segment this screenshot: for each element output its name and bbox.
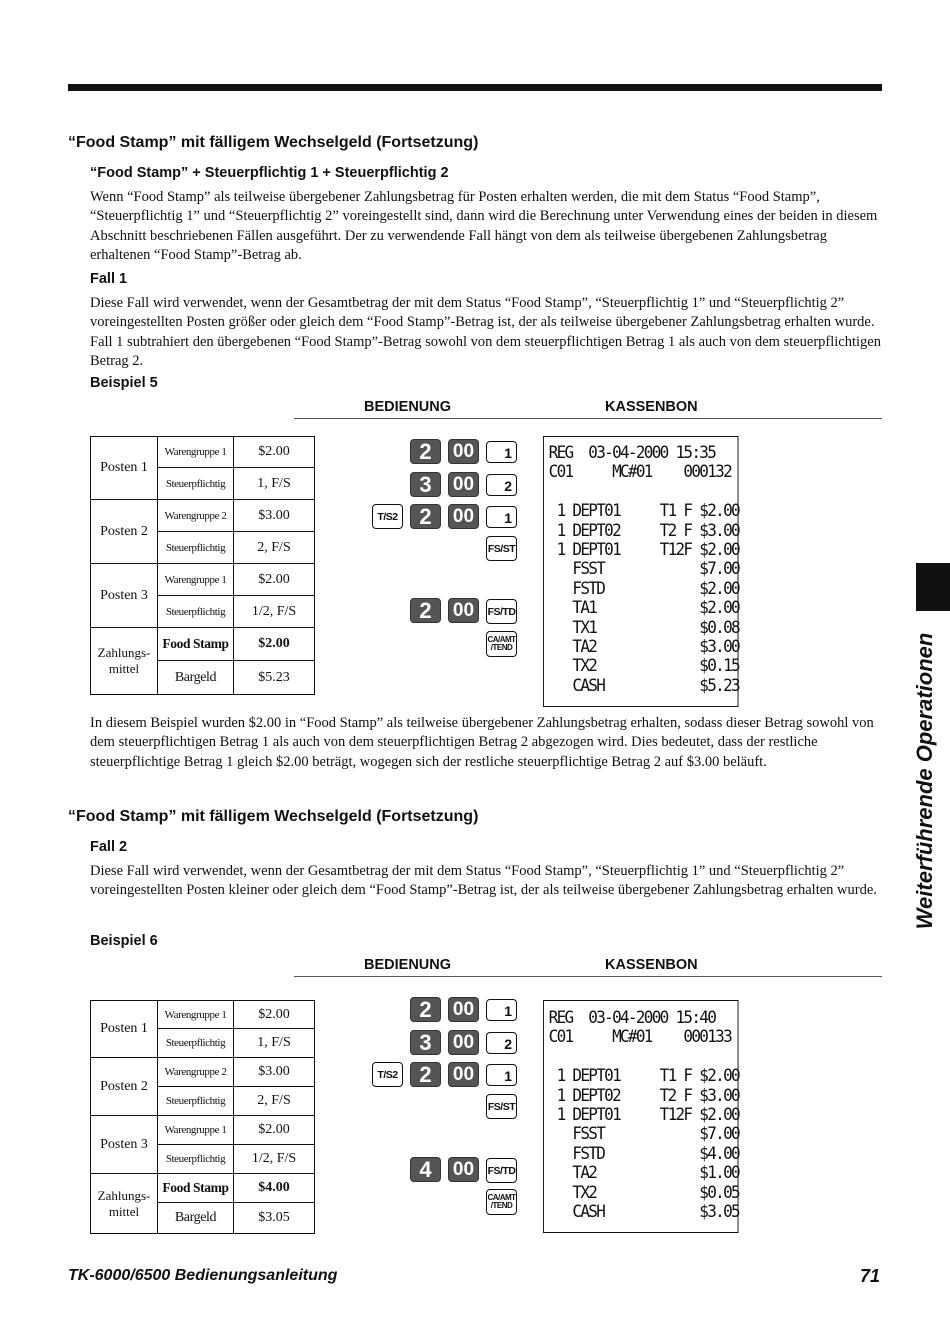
numeric-key: 2	[410, 598, 441, 623]
footer-manual-title: TK-6000/6500 Bedienungsanleitung	[68, 1267, 338, 1284]
beispiel6-title: Beispiel 6	[90, 933, 158, 949]
tax-cell: 1/2, F/S	[234, 596, 315, 628]
fstd-key: FS/TD	[486, 599, 517, 624]
posten-label: Posten 2	[91, 500, 158, 564]
dept-cell: Warengruppe 1	[158, 437, 234, 468]
receipt-example6	[543, 1000, 739, 1233]
receipt-line: 1 DEPT02 T2 F $3.00	[548, 520, 739, 541]
receipt-line: TA2 $1.00	[548, 1163, 739, 1184]
tax-cell: 2, F/S	[234, 1087, 315, 1116]
fall2-title: Fall 2	[90, 839, 128, 855]
food-stamp-label: Food Stamp	[158, 1174, 234, 1203]
price-cell: $2.00	[234, 1116, 315, 1145]
price-cell: $2.00	[234, 1001, 315, 1029]
fall2-paragraph: Diese Fall wird verwendet, wenn der Gesamtbetrag der mit dem Status “Food Stamp”, “Steuerpflichtig 1” und “Steuerpflichtig 2” voreingestellten Posten kleiner oder gleich dem “Food Stamp”-Betrag ist, der als teilweise übergebener Zahlungsbetrag erhalten wurde.	[90, 863, 877, 899]
top-rule	[68, 84, 882, 91]
receipt-line: 1 DEPT01 T1 F $2.00	[548, 501, 739, 522]
dept-key-1: 1	[486, 999, 517, 1021]
example5-item-table	[90, 436, 315, 695]
receipt-line: CASH $3.05	[548, 1201, 739, 1222]
header-rule	[294, 418, 882, 419]
price-cell: $3.00	[234, 500, 315, 532]
receipt-example5	[543, 436, 739, 707]
double-zero-key: 00	[448, 1030, 479, 1055]
receipt-line	[549, 483, 738, 502]
tax-label-cell: Steuerpflichtig	[158, 1029, 234, 1058]
example6-item-table	[90, 1000, 315, 1234]
section-title: “Food Stamp” mit fälligem Wechselgeld (Fortsetzung)	[68, 134, 479, 151]
fsst-key: FS/ST	[486, 536, 517, 561]
receipt-line: 1 DEPT01 T12F $2.00	[548, 539, 739, 560]
dept-cell: Warengruppe 1	[158, 1116, 234, 1145]
header-rule	[294, 976, 882, 977]
receipt-line: 1 DEPT02 T2 F $3.00	[548, 1085, 739, 1106]
tax-label-cell: Steuerpflichtig	[158, 1145, 234, 1174]
food-stamp-label: Food Stamp	[158, 628, 234, 661]
tax-cell: 1, F/S	[234, 1029, 315, 1058]
receipt-line: TA2 $3.00	[548, 636, 739, 657]
double-zero-key: 00	[448, 1157, 479, 1182]
receipt-line: 1 DEPT01 T12F $2.00	[548, 1104, 739, 1125]
bedienung-header: BEDIENUNG	[364, 957, 452, 973]
receipt-line: 1 DEPT01 T1 F $2.00	[548, 1066, 739, 1087]
receipt-line: REG 03-04-2000 15:35	[548, 443, 716, 463]
receipt-line: REG 03-04-2000 15:40	[548, 1008, 716, 1028]
tax-cell: 2, F/S	[234, 532, 315, 564]
tend-label: /TEND	[490, 1201, 513, 1210]
receipt-line: C01 MC#01 000133	[548, 1027, 732, 1048]
ca-amt-tend-key	[486, 631, 517, 657]
side-chapter-label: Weiterführende Operationen	[912, 632, 937, 930]
tax-cell: 1/2, F/S	[234, 1145, 315, 1174]
dept-key-2: 2	[486, 474, 517, 496]
numeric-key: 2	[410, 504, 441, 529]
food-stamp-amount: $2.00	[234, 628, 315, 661]
dept-key-2: 2	[486, 1032, 517, 1054]
page-number: 71	[860, 1266, 881, 1286]
section-title-continued: “Food Stamp” mit fälligem Wechselgeld (Fortsetzung)	[68, 808, 479, 825]
receipt-line: FSST $7.00	[548, 559, 739, 580]
dept-cell: Warengruppe 1	[158, 564, 234, 596]
receipt-line: TA1 $2.00	[548, 598, 739, 619]
ca-amt-label: CA/AMT	[487, 635, 516, 644]
tax-label-cell: Steuerpflichtig	[158, 1087, 234, 1116]
intro-paragraph: Wenn “Food Stamp” als teilweise übergebener Zahlungsbetrag für Posten erhalten werden, die mit dem Status “Food Stamp”, “Steuerpflichtig 1” und “Steuerpflichtig 2” voreingestellt sind, dann wird die Berechnung unter Verwendung eines der beiden in diesem Abschnitt beschriebenen Fällen ausgeführt. Der zu verwendende Fall hängt von dem als teilweise übergebenen Zahlungsbetrag erhaltenen “Food Stamp”-Betrag ab.	[90, 189, 878, 263]
bedienung-header: BEDIENUNG	[364, 399, 452, 415]
bargeld-label: Bargeld	[158, 1203, 234, 1234]
receipt-line	[549, 1048, 738, 1067]
section-tab-marker	[916, 563, 950, 611]
double-zero-key: 00	[448, 598, 479, 623]
tax-label-cell: Steuerpflichtig	[158, 532, 234, 564]
numeric-key: 3	[410, 1030, 441, 1055]
price-cell: $3.00	[234, 1058, 315, 1087]
fall1-title: Fall 1	[90, 271, 128, 287]
ca-amt-label: CA/AMT	[487, 1193, 516, 1202]
numeric-key: 2	[410, 997, 441, 1022]
tax-label-cell: Steuerpflichtig	[158, 468, 234, 500]
double-zero-key: 00	[448, 1062, 479, 1087]
dept-cell: Warengruppe 2	[158, 500, 234, 532]
numeric-key: 4	[410, 1157, 441, 1182]
double-zero-key: 00	[448, 504, 479, 529]
posten-label: Posten 1	[91, 437, 158, 500]
dept-key-1: 1	[486, 441, 517, 463]
receipt-line: TX2 $0.15	[548, 656, 739, 677]
ca-amt-tend-key	[486, 1189, 517, 1215]
dept-key-1: 1	[486, 1064, 517, 1086]
fstd-key: FS/TD	[486, 1158, 517, 1183]
receipt-line: FSTD $4.00	[548, 1143, 739, 1164]
double-zero-key: 00	[448, 439, 479, 464]
numeric-key: 2	[410, 1062, 441, 1087]
kassenbon-header: KASSENBON	[605, 399, 698, 415]
dept-key-1: 1	[486, 506, 517, 528]
receipt-line: C01 MC#01 000132	[548, 462, 732, 483]
numeric-key: 3	[410, 472, 441, 497]
zahlungsmittel-label: Zahlungs- mittel	[91, 628, 158, 695]
zahlungsmittel-label: Zahlungs- mittel	[91, 1174, 158, 1234]
receipt-line: TX1 $0.08	[548, 617, 739, 638]
dept-cell: Warengruppe 2	[158, 1058, 234, 1087]
fall1-paragraph: Diese Fall wird verwendet, wenn der Gesamtbetrag der mit dem Status “Food Stamp”, “Steuerpflichtig 1” und “Steuerpflichtig 2” voreingestellten Posten größer oder gleich dem “Food Stamp”-Betrag ist, der als teilweise übergebener Zahlungsbetrag erhalten wurde. Fall 1 subtrahiert den übergebenen “Food Stamp”-Betrag sowohl von dem steuerpflichtigen Betrag 1 als auch von dem steuerpflichtigen Betrag 2.	[90, 295, 881, 369]
receipt-line: CASH $5.23	[548, 675, 739, 696]
kassenbon-header: KASSENBON	[605, 957, 698, 973]
double-zero-key: 00	[448, 997, 479, 1022]
price-cell: $2.00	[234, 437, 315, 468]
beispiel5-title: Beispiel 5	[90, 375, 158, 391]
ts2-key: T/S2	[372, 1062, 403, 1087]
posten-label: Posten 3	[91, 1116, 158, 1174]
bargeld-amount: $3.05	[234, 1203, 315, 1234]
tax-cell: 1, F/S	[234, 468, 315, 500]
fsst-key: FS/ST	[486, 1094, 517, 1119]
double-zero-key: 00	[448, 472, 479, 497]
tax-label-cell: Steuerpflichtig	[158, 596, 234, 628]
posten-label: Posten 2	[91, 1058, 158, 1116]
posten-label: Posten 1	[91, 1001, 158, 1058]
receipt-line: FSST $7.00	[548, 1124, 739, 1145]
bargeld-amount: $5.23	[234, 661, 315, 695]
posten-label: Posten 3	[91, 564, 158, 628]
subsection-title: “Food Stamp” + Steuerpflichtig 1 + Steuerpflichtig 2	[90, 165, 449, 181]
tend-label: /TEND	[490, 643, 513, 652]
receipt-line: TX2 $0.05	[548, 1182, 739, 1203]
bargeld-label: Bargeld	[158, 661, 234, 695]
price-cell: $2.00	[234, 564, 315, 596]
receipt-line: FSTD $2.00	[548, 578, 739, 599]
numeric-key: 2	[410, 439, 441, 464]
dept-cell: Warengruppe 1	[158, 1001, 234, 1029]
ts2-key: T/S2	[372, 504, 403, 529]
example5-explanation: In diesem Beispiel wurden $2.00 in “Food Stamp” als teilweise übergebener Zahlungsbetrag erhalten, sodass dieser Betrag sowohl von dem steuerpflichtigen Betrag 1 als auch von dem steuerpflichtigen Betrag 2 abgezogen wird. Dies bedeutet, dass der restliche steuerpflichtige Betrag 1 gleich $2.00 beträgt, wogegen sich der restliche steuerpflichtige Betrag 2 auf $3.00 beläuft.	[90, 715, 874, 770]
food-stamp-amount: $4.00	[234, 1174, 315, 1203]
